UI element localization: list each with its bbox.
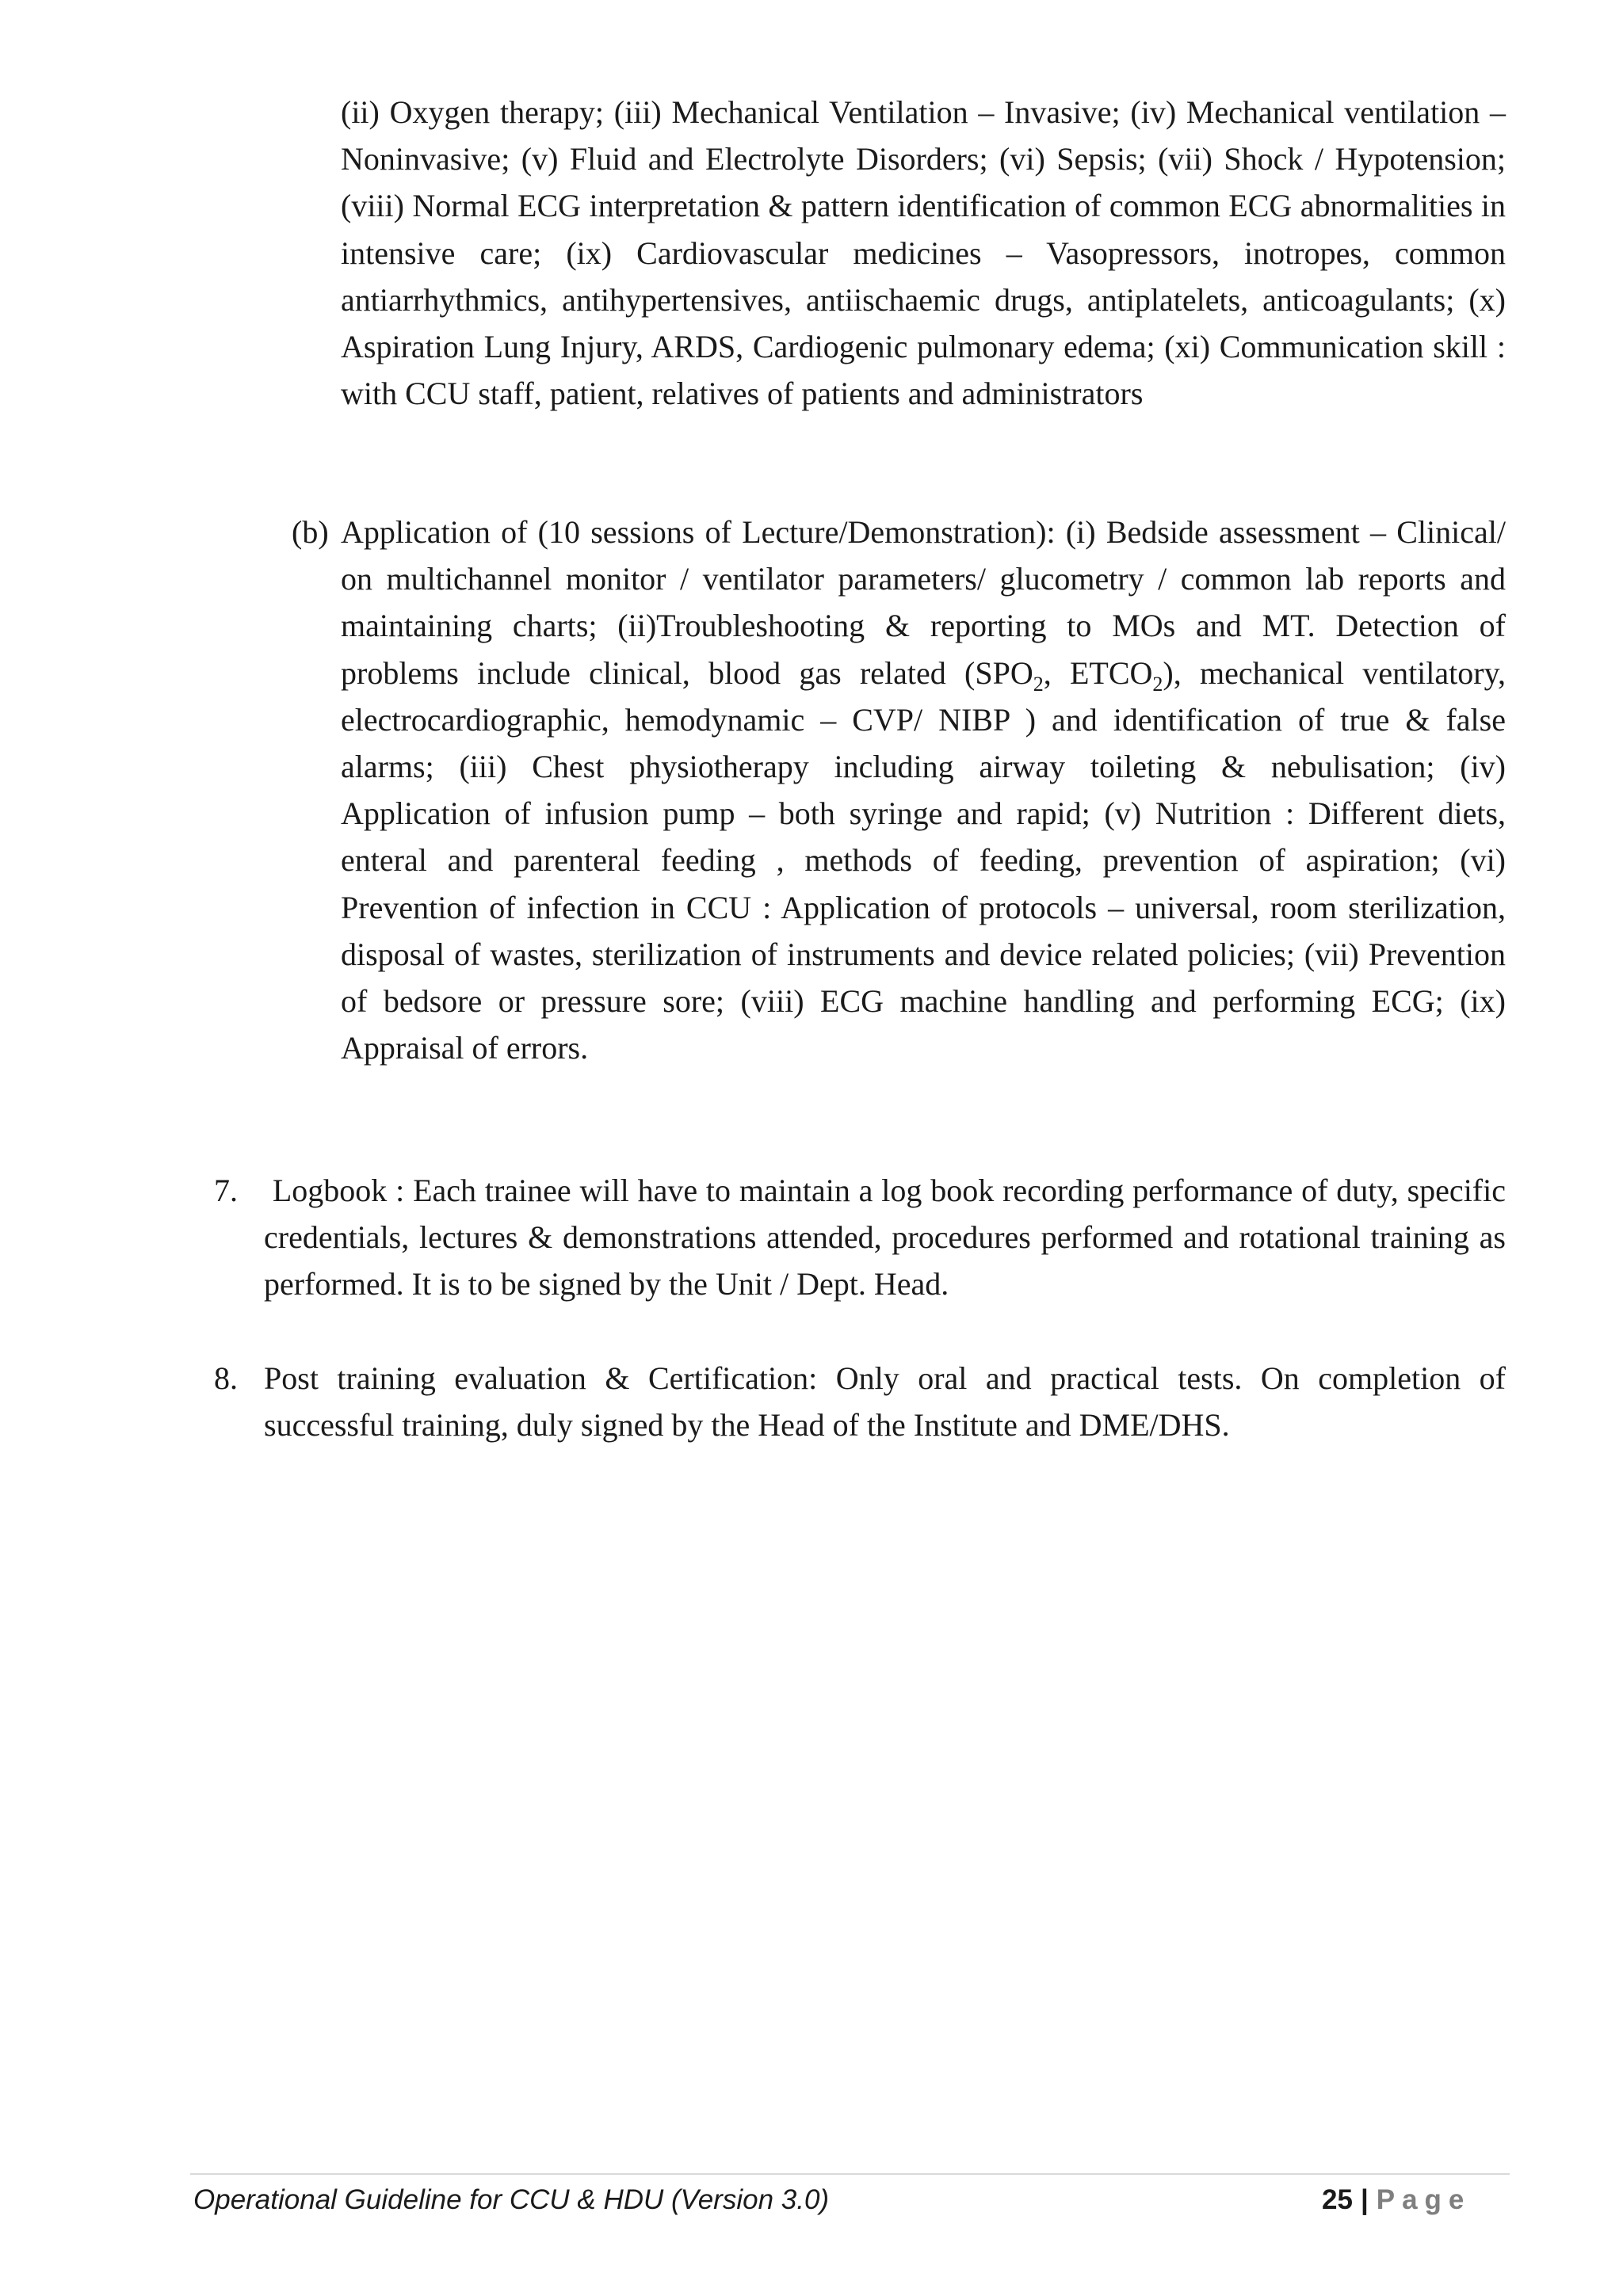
item-b-text-part-2: , ETCO: [1043, 654, 1153, 691]
list-item-b: [292, 509, 1507, 1071]
page-number: 25: [1322, 2184, 1353, 2215]
curriculum-topics-continuation: (ii) Oxygen therapy; (iii) Mechanical Ventilation – Invasive; (iv) Mechanical ventilation – Noninvasive; (v) Fluid and Electrolyte Disorders; (vi) Sepsis; (vii) Shock / Hypotension; (viii) Normal ECG interpretation & pattern identification of common ECG abnormalities in intensive care; (ix) Cardiovascular medicines – Vasopressors, inotropes, common antiarrhythmics, antihypertensives, antiischaemic drugs, antiplatelets, anticoagulants; (x) Aspiration Lung Injury, ARDS, Cardiogenic pulmonary edema; (xi) Communication skill : with CCU staff, patient, relatives of patients and administrators: [341, 94, 1506, 412]
list-item-7-logbook: [214, 1167, 1506, 1308]
page-label: Page: [1376, 2184, 1472, 2215]
subscript-spo2: 2: [1033, 672, 1044, 696]
item-8-text: Post training evaluation & Certification: Only oral and practical tests. On completion of successful training, duly signed by the Head of the Institute and DME/DHS.: [264, 1360, 1506, 1444]
item-b-text-part-3: ), mechanical ventilatory, electrocardiographic, hemodynamic – CVP/ NIBP ) and identification of true & false alarms; (iii) Chest physiotherapy including airway toileting & nebulisation; (iv) Application of infusion pump – both syringe and rapid; (v) Nutrition : Different diets, enteral and parenteral feeding , methods of feeding, prevention of aspiration; (vi) Prevention of infection in CCU : Application of protocols – universal, room sterilization, disposal of wastes, sterilization of instruments and device related policies; (vii) Prevention of bedsore or pressure sore; (viii) ECG machine handling and performing ECG; (ix) Appraisal of errors.: [341, 654, 1507, 1066]
list-marker-7: 7.: [214, 1173, 238, 1208]
list-marker-8: 8.: [214, 1360, 238, 1396]
footer-divider: [190, 2173, 1510, 2175]
subscript-etco2: 2: [1152, 672, 1163, 696]
list-marker-b: (b): [292, 514, 329, 550]
list-item-8-evaluation: [214, 1355, 1506, 1448]
page-separator: |: [1360, 2184, 1369, 2215]
item-7-text: Logbook : Each trainee will have to maintain a log book recording performance of duty, specific credentials, lectures & demonstrations attended, procedures performed and rotational training as performed. It is to be signed by the Unit / Dept. Head.: [264, 1173, 1506, 1302]
footer-document-title: Operational Guideline for CCU & HDU (Version 3.0): [193, 2184, 830, 2215]
item-b-text-part-1: Application of (10 sessions of Lecture/Demonstration): (i) Bedside assessment – Clinical/ on multichannel monitor / ventilator parameters/ glucometry / common lab reports and maintaining charts; (ii)Troubleshooting & reporting to MOs and MT. Detection of problems include clinical, blood gas related (SPO: [341, 514, 1506, 691]
footer-page-indicator: [1322, 2184, 1471, 2216]
